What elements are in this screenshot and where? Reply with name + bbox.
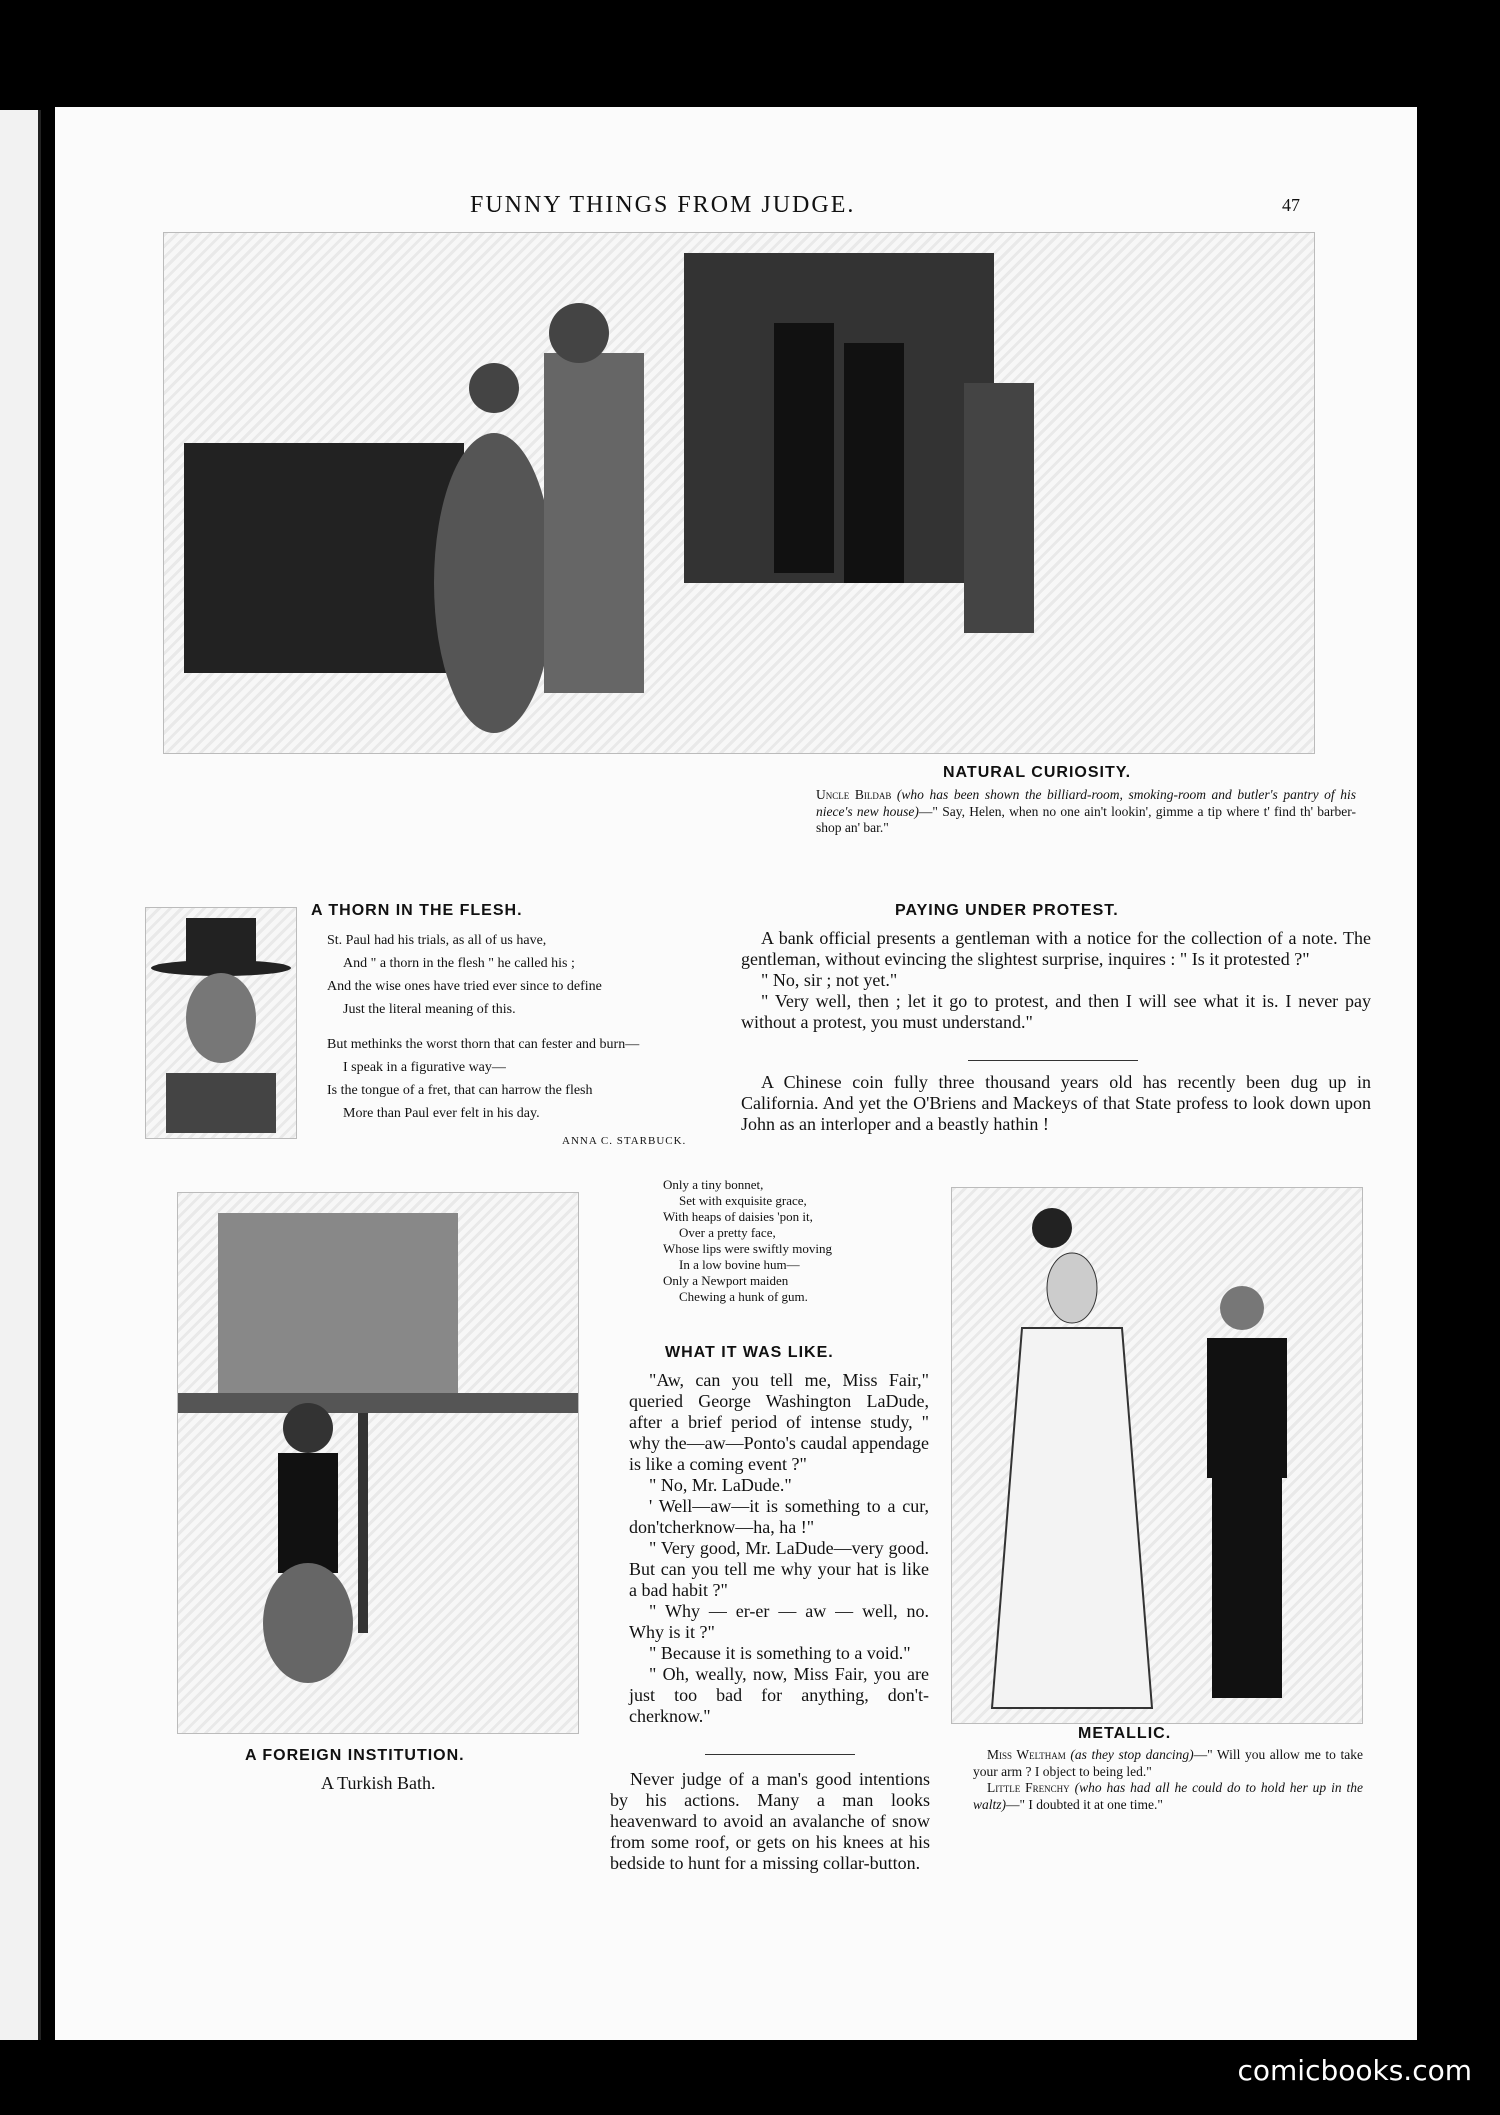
page-number: 47 [1282,195,1300,215]
foreign-institution-illustration [177,1192,579,1734]
dialogue: —" Will you allow me to take your arm ? I object to being led." [973,1747,1363,1779]
poem-line: And the wise ones have tried ever since to define [327,979,602,994]
dance-sketch [952,1188,1362,1723]
foreign-institution-title: A FOREIGN INSTITUTION. [245,1747,465,1764]
dialogue-paragraph: " Because it is something to a void." [649,1643,911,1663]
dialogue-paragraph: " No, Mr. LaDude." [649,1475,792,1495]
natural-curiosity-illustration [163,232,1315,754]
dialogue: —" I doubted it at one time." [1006,1796,1163,1812]
watermark: comicbooks.com [1237,2054,1472,2087]
magazine-page [55,107,1417,2040]
poem-line: Set with exquisite grace, [679,1193,807,1208]
illustration-sketch [164,233,1314,753]
poem-line: I speak in a figurative way— [343,1060,506,1075]
metallic-line-2 [973,1780,1363,1813]
dialogue-paragraph: " Oh, weally, now, Miss Fair, you are just too bad for anything, don't-cherknow." [629,1664,929,1726]
poem-line: Only a tiny bonnet, [663,1177,764,1192]
dialogue-paragraph: " Why — er-er — aw — well, no. Why is it ?" [629,1601,929,1642]
portrait-sketch [146,908,296,1138]
left-page-edge [0,110,41,2040]
intentions-text: Never judge of a man's good intentions by his actions. Many a man looks heavenward to avoid an avalanche of snow from some roof, or gets on his knees at his bedside to hunt for a missing collar-button. [610,1769,930,1873]
stage-direction: (who has been shown the billiard-room, smoking-room and butler's pantry of his niece's new house) [816,787,1357,819]
metallic-title: METALLIC. [1078,1725,1172,1742]
bonnet-poem [663,1177,893,1305]
speaker: Uncle Bildab [816,787,892,802]
metallic-illustration [951,1187,1363,1724]
poem-line: With heaps of daisies 'pon it, [663,1209,813,1224]
thorn-portrait-illustration [145,907,297,1139]
protest-paragraph: " Very well, then ; let it go to protest, and then I will see what it is. I never pay without a protest, you must understand." [741,991,1371,1032]
divider [705,1754,855,1755]
foreign-institution-subtitle: A Turkish Bath. [321,1773,436,1793]
poem-line: Only a Newport maiden [663,1273,789,1288]
bath-sketch [178,1193,578,1733]
speaker: Miss Weltham [987,1747,1066,1762]
coin-text: A Chinese coin fully three thousand years old has recently been dug up in California. And yet the O'Briens and Mackeys of that State profess to look down upon John as an interloper and a beastly hathin ! [741,1072,1371,1134]
page-header: FUNNY THINGS FROM JUDGE. [470,192,856,218]
metallic-line-1 [973,1747,1363,1780]
protest-paragraph: " No, sir ; not yet." [761,970,898,990]
poem-line: Just the literal meaning of this. [343,1002,516,1017]
poem-line: Is the tongue of a fret, that can harrow the flesh [327,1083,593,1098]
what-it-was-like-title: WHAT IT WAS LIKE. [665,1344,834,1361]
stage-direction: (as they stop dancing) [1070,1747,1194,1762]
natural-curiosity-title: NATURAL CURIOSITY. [943,764,1132,781]
poem-line: More than Paul ever felt in his day. [343,1106,540,1121]
protest-text [741,928,1371,1033]
dialogue: —" Say, Helen, when no one ain't lookin', gimme a tip where t' find th' barber-shop an' bar." [816,803,1356,835]
thorn-title: A THORN IN THE FLESH. [311,902,523,919]
dialogue-paragraph: "Aw, can you tell me, Miss Fair," queried George Washington LaDude, after a brief period of intense study, " why the—aw—Ponto's caudal appendage is like a coming event ?" [629,1370,929,1474]
thorn-author: ANNA C. STARBUCK. [562,1135,687,1147]
protest-paragraph: A bank official presents a gentleman with a notice for the collection of a note. The gentleman, without evincing the slightest surprise, inquires : " Is it protested ?" [741,928,1371,969]
stage-direction: (who has had all he could do to hold her up in the waltz) [973,1780,1364,1812]
poem-line: In a low bovine hum— [679,1257,800,1272]
divider [968,1060,1138,1061]
poem-line: Whose lips were swiftly moving [663,1241,832,1256]
poem-line: Chewing a hunk of gum. [679,1289,808,1304]
natural-curiosity-text [816,787,1356,837]
speaker: Little Frenchy [987,1780,1070,1795]
dialogue-paragraph: " Very good, Mr. LaDude—very good. But can you tell me why your hat is like a bad habit ?" [629,1538,929,1600]
poem-line: Over a pretty face, [679,1225,776,1240]
poem-line: But methinks the worst thorn that can fester and burn— [327,1037,640,1052]
metallic-text [973,1747,1363,1813]
dialogue-paragraph: ' Well—aw—it is something to a cur, don'tcherknow—ha, ha !" [629,1496,929,1537]
poem-line: St. Paul had his trials, as all of us have, [327,933,547,948]
what-it-was-like-text [629,1370,929,1727]
thorn-poem [327,929,727,1125]
poem-line: And " a thorn in the flesh " he called his ; [343,956,575,971]
protest-title: PAYING UNDER PROTEST. [895,902,1119,919]
